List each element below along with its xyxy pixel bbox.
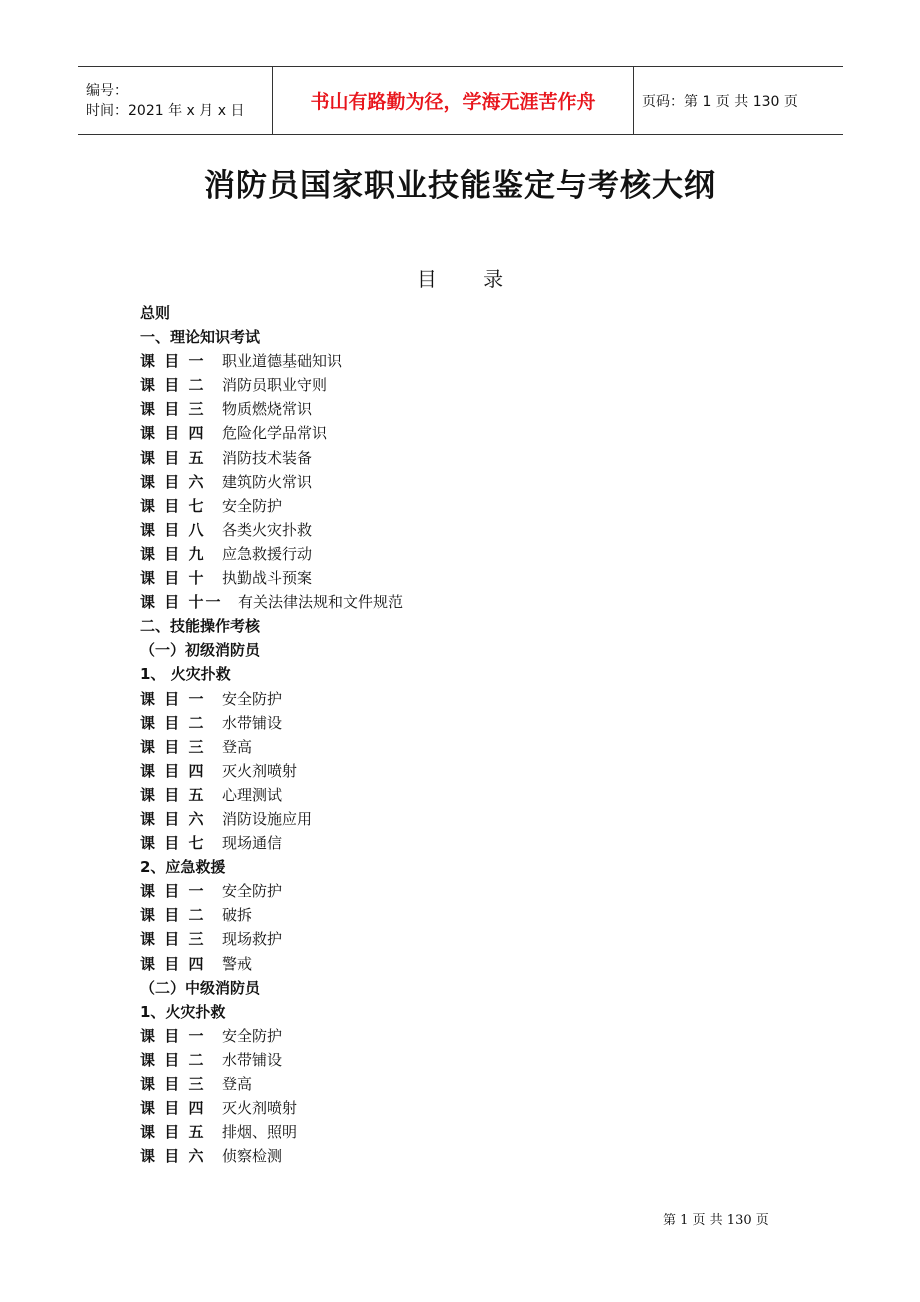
toc-subsection-heading: （二）中级消防员 [140, 978, 261, 997]
toc-item [140, 494, 780, 518]
toc-item-prefix: 课 目 六 [140, 1147, 206, 1166]
toc-item [140, 542, 780, 566]
toc-item [140, 1096, 780, 1120]
toc-item-prefix: 课 目 五 [140, 785, 206, 804]
toc-item-text: 排烟、照明 [222, 1123, 298, 1142]
toc-item-text: 物质燃烧常识 [222, 400, 313, 419]
toc-item-prefix: 课 目 一 [140, 882, 206, 901]
toc-item-text: 灭火剂喷射 [222, 761, 298, 780]
toc-item [140, 397, 780, 421]
toc-item-prefix: 课 目 一 [140, 1026, 206, 1045]
toc-item-text: 消防技术装备 [222, 448, 313, 467]
toc-item-text: 登高 [222, 737, 253, 756]
header-motto [272, 67, 634, 134]
toc-item [140, 903, 780, 927]
toc-item-text: 水带铺设 [222, 1050, 283, 1069]
toc-item-prefix: 课 目 四 [140, 954, 206, 973]
header-meta [78, 67, 272, 134]
motto-text: 书山有路勤为径，学海无涯苦作舟 [310, 91, 596, 113]
toc-item [140, 711, 780, 735]
toc-item [140, 518, 780, 542]
toc-item [140, 446, 780, 470]
header-page [634, 67, 843, 134]
toc-item-prefix: 课 目 四 [140, 761, 206, 780]
toc-item-prefix: 课 目 八 [140, 520, 206, 539]
table-of-contents [140, 301, 780, 1168]
page-footer: 第 1 页 共 130 页 [663, 1213, 769, 1228]
toc-item-text: 登高 [222, 1075, 253, 1093]
toc-section-heading: 二、技能操作考核 [140, 617, 261, 636]
toc-item [140, 373, 780, 397]
toc-item-prefix: 课 目 二 [140, 906, 206, 925]
toc-item-text: 侦察检测 [222, 1147, 283, 1166]
document-title: 消防员国家职业技能鉴定与考核大纲 [204, 168, 716, 204]
toc-item [140, 831, 780, 855]
toc-item-text: 危险化学品常识 [222, 424, 328, 443]
toc-item [140, 735, 780, 759]
toc-item-prefix: 课 目 四 [140, 1099, 206, 1118]
toc-item-prefix: 课 目 一 [140, 352, 206, 371]
toc-item-prefix: 课 目 三 [140, 930, 206, 949]
toc-item-text: 安全防护 [222, 882, 283, 901]
toc-item-text: 有关法律法规和文件规范 [238, 593, 404, 612]
toc-item-prefix: 课 目 九 [140, 544, 206, 563]
toc-subsection-heading: （一）初级消防员 [140, 641, 261, 660]
toc-section-heading: 一、理论知识考试 [140, 328, 261, 347]
toc-item-prefix: 课 目 六 [140, 809, 206, 828]
toc-item [140, 1144, 780, 1168]
number-label: 编号： [86, 82, 128, 99]
toc-item-prefix: 课 目 三 [140, 737, 206, 756]
toc-item [140, 1048, 780, 1072]
time-label: 时间：2021 年 x 月 x 日 [86, 102, 245, 119]
toc-item [140, 879, 780, 903]
toc-item-prefix: 课 目 十一 [140, 593, 223, 612]
toc-item [140, 783, 780, 807]
toc-item-prefix: 课 目 十 [140, 569, 206, 588]
toc-item [140, 687, 780, 711]
toc-item [140, 349, 780, 373]
toc-item-text: 消防设施应用 [222, 809, 313, 828]
toc-subsection-heading: 1、火灾扑救 [140, 1002, 226, 1021]
toc-subsection-heading: 1、 火灾扑救 [140, 665, 231, 684]
toc-item-prefix: 课 目 一 [140, 689, 206, 708]
toc-title: 目 录 [416, 267, 504, 291]
toc-item-text: 应急救援行动 [222, 544, 313, 563]
toc-item [140, 1120, 780, 1144]
toc-item-text: 警戒 [222, 954, 253, 973]
toc-item-prefix: 课 目 六 [140, 472, 206, 491]
toc-item-prefix: 课 目 四 [140, 424, 206, 443]
toc-item-text: 建筑防火常识 [222, 472, 313, 491]
toc-item-text: 职业道德基础知识 [222, 352, 343, 371]
toc-item-text: 水带铺设 [222, 713, 283, 732]
toc-item-text: 现场救护 [222, 930, 283, 949]
toc-item-prefix: 课 目 三 [140, 400, 206, 419]
toc-item-prefix: 课 目 二 [140, 1050, 206, 1069]
page-header [78, 66, 843, 135]
toc-item-text: 安全防护 [222, 1026, 283, 1045]
toc-item [140, 807, 780, 831]
toc-item-prefix: 课 目 三 [140, 1075, 206, 1093]
toc-item [140, 470, 780, 494]
toc-item-text: 现场通信 [222, 834, 283, 853]
toc-item-text: 消防员职业守则 [222, 376, 328, 395]
toc-item [140, 590, 780, 614]
page-label: 页码：第 1 页 共 130 页 [642, 93, 798, 110]
toc-item-prefix: 课 目 七 [140, 834, 206, 853]
toc-item [140, 566, 780, 590]
toc-item [140, 1024, 780, 1048]
toc-item-text: 灭火剂喷射 [222, 1099, 298, 1118]
toc-item-text: 安全防护 [222, 496, 283, 515]
toc-item [140, 421, 780, 445]
toc-item-prefix: 课 目 二 [140, 713, 206, 732]
toc-subsection-heading: 2、应急救援 [140, 858, 226, 877]
toc-item-prefix: 课 目 五 [140, 448, 206, 467]
toc-item-text: 破拆 [222, 906, 253, 925]
toc-item [140, 927, 780, 951]
toc-item-text: 安全防护 [222, 689, 283, 708]
toc-item [140, 759, 780, 783]
toc-item-text: 各类火灾扑救 [222, 520, 313, 539]
toc-item-prefix: 课 目 二 [140, 376, 206, 395]
toc-item-text: 执勤战斗预案 [222, 569, 313, 588]
toc-item [140, 1072, 780, 1096]
toc-item-text: 心理测试 [222, 785, 283, 804]
toc-item-prefix: 课 目 五 [140, 1123, 206, 1142]
toc-item [140, 952, 780, 976]
toc-section-heading: 总则 [140, 304, 171, 322]
toc-item-prefix: 课 目 七 [140, 496, 206, 515]
